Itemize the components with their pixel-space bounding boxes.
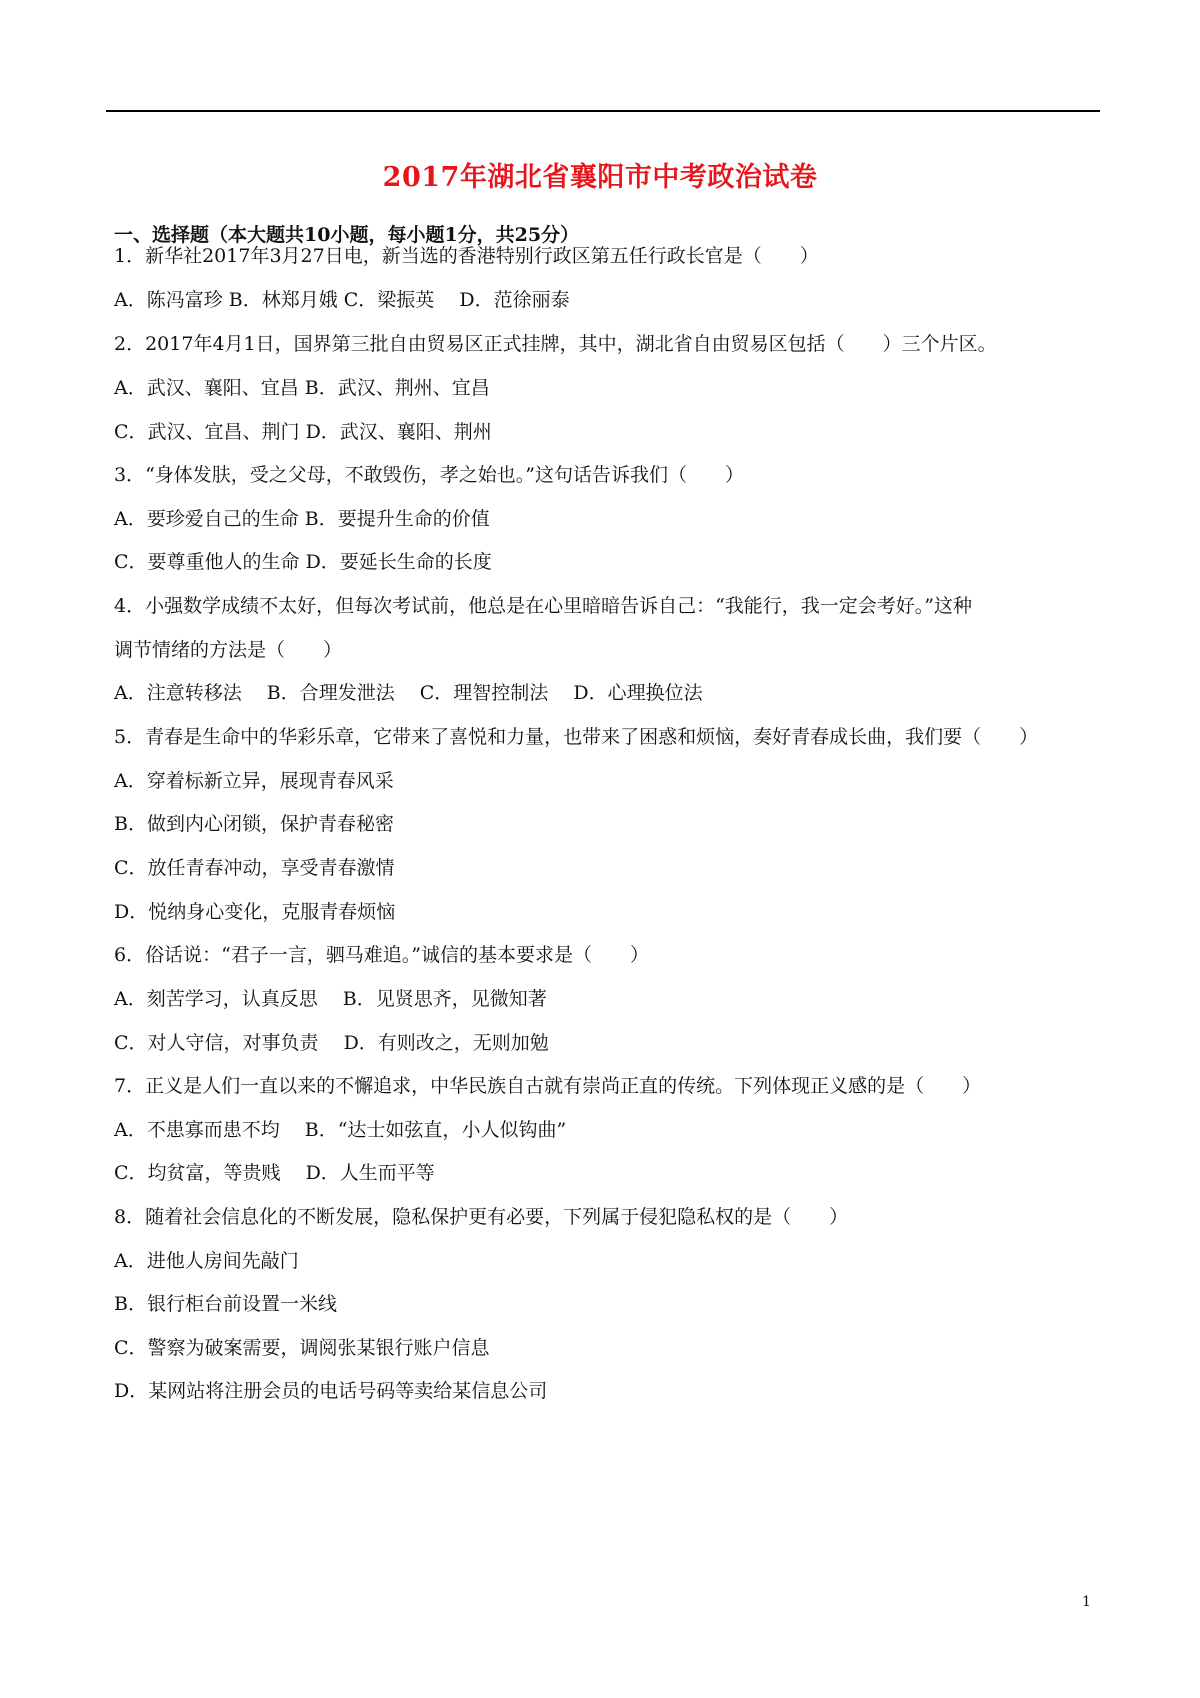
question-options: A．刻苦学习，认真反思 B．见贤思齐，见微知著 <box>114 988 547 1010</box>
question-options: B．做到内心闭锁，保护青春秘密 <box>114 813 394 835</box>
page-title: 2017年湖北省襄阳市中考政治试卷 <box>382 162 818 193</box>
question-stem: 1．新华社2017年3月27日电，新当选的香港特别行政区第五任行政长官是（ ） <box>114 245 819 267</box>
question-options: C．武汉、宜昌、荆门 D．武汉、襄阳、荆州 <box>114 421 492 443</box>
question-stem: 6．俗话说：“君子一言，驷马难追。”诚信的基本要求是（ ） <box>114 944 650 966</box>
question-options: A．进他人房间先敲门 <box>114 1250 299 1272</box>
question-options: D．悦纳身心变化，克服青春烦恼 <box>114 901 396 923</box>
question-options: A．注意转移法 B．合理发泄法 C．理智控制法 D．心理换位法 <box>114 682 703 704</box>
header-rule <box>106 110 1100 112</box>
question-stem: 7．正义是人们一直以来的不懈追求，中华民族自古就有崇尚正直的传统。下列体现正义感的是（ ） <box>114 1075 982 1097</box>
question-stem: 5．青春是生命中的华彩乐章，它带来了喜悦和力量，也带来了困惑和烦恼，奏好青春成长曲，我们要（ ） <box>114 726 1039 748</box>
question-stem: 3．“身体发肤，受之父母，不敢毁伤，孝之始也。”这句话告诉我们（ ） <box>114 464 745 486</box>
question-stem: 2．2017年4月1日，国界第三批自由贸易区正式挂牌，其中，湖北省自由贸易区包括（ ）三个片区。 <box>114 333 997 355</box>
question-stem: 调节情绪的方法是（ ） <box>114 639 343 661</box>
question-options: C．要尊重他人的生命 D．要延长生命的长度 <box>114 551 492 573</box>
question-options: A．不患寡而患不均 B．“达士如弦直，小人似钩曲” <box>114 1119 567 1141</box>
question-options: D．某网站将注册会员的电话号码等卖给某信息公司 <box>114 1380 548 1402</box>
page-number: 1 <box>1082 1594 1091 1610</box>
question-options: C．对人守信，对事负责 D．有则改之，无则加勉 <box>114 1032 549 1054</box>
question-options: A．武汉、襄阳、宜昌 B．武汉、荆州、宜昌 <box>114 377 490 399</box>
question-options: A．穿着标新立异，展现青春风采 <box>114 770 394 792</box>
question-stem: 8．随着社会信息化的不断发展，隐私保护更有必要，下列属于侵犯隐私权的是（ ） <box>114 1206 849 1228</box>
question-options: A．陈冯富珍 B．林郑月娥 C．梁振英 D．范徐丽泰 <box>114 289 570 311</box>
question-options: C．均贫富，等贵贱 D．人生而平等 <box>114 1162 435 1184</box>
question-options: C．警察为破案需要，调阅张某银行账户信息 <box>114 1337 490 1359</box>
question-options: A．要珍爱自己的生命 B．要提升生命的价值 <box>114 508 490 530</box>
question-stem: 4．小强数学成绩不太好，但每次考试前，他总是在心里暗暗告诉自己：“我能行，我一定会考好。”这种 <box>114 595 973 617</box>
section-heading: 一、选择题（本大题共10小题，每小题1分，共25分） <box>114 224 580 246</box>
question-options: B．银行柜台前设置一米线 <box>114 1293 337 1315</box>
question-options: C．放任青春冲动，享受青春激情 <box>114 857 395 879</box>
